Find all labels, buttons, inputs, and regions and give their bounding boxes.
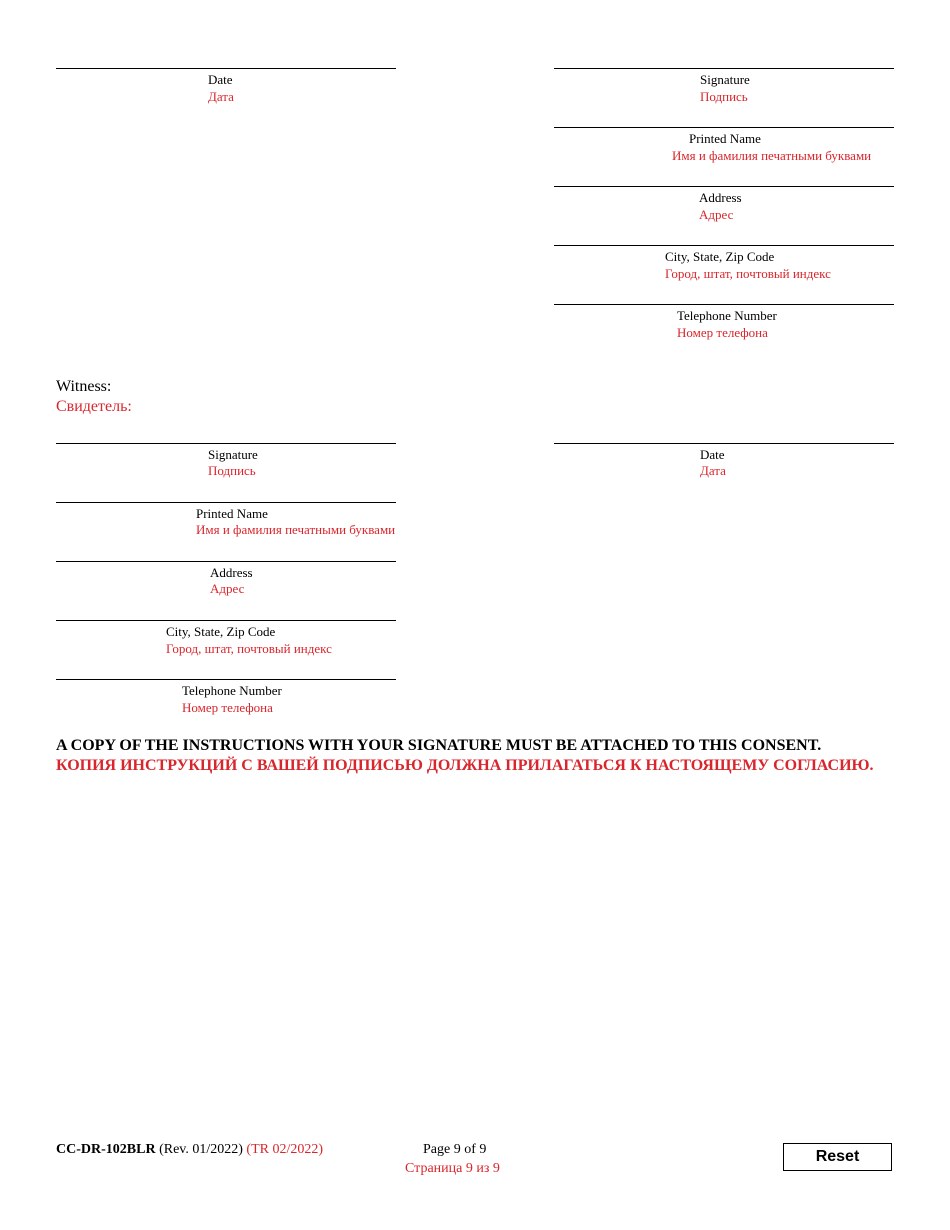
form-translation-date: (TR 02/2022) bbox=[246, 1142, 324, 1157]
printed-name-label-en: Printed Name bbox=[689, 131, 761, 146]
witness-heading-ru: Свидетель: bbox=[56, 398, 132, 415]
signature-label-ru: Подпись bbox=[700, 89, 748, 104]
instructions-notice-en: A COPY OF THE INSTRUCTIONS WITH YOUR SIGNATURE MUST BE ATTACHED TO THIS CONSENT. bbox=[56, 737, 822, 754]
city-state-zip-label-en: City, State, Zip Code bbox=[665, 249, 775, 264]
city-state-zip-label-ru: Город, штат, почтовый индекс bbox=[665, 266, 831, 281]
witness-printed-name-label-en: Printed Name bbox=[196, 506, 268, 521]
witness-address-line bbox=[56, 561, 396, 562]
witness-signature-label-ru: Подпись bbox=[208, 463, 256, 478]
city-state-zip-line bbox=[554, 245, 894, 246]
printed-name-label-ru: Имя и фамилия печатными буквами bbox=[672, 148, 872, 163]
date-label-en: Date bbox=[208, 72, 233, 87]
witness-city-state-zip-label-en: City, State, Zip Code bbox=[166, 624, 276, 639]
witness-printed-name-label-ru: Имя и фамилия печатными буквами bbox=[196, 522, 396, 537]
witness-telephone-label-ru: Номер телефона bbox=[182, 700, 273, 715]
page-number-en: Page 9 of 9 bbox=[423, 1142, 487, 1157]
signature-line bbox=[554, 68, 894, 69]
witness-date-label-ru: Дата bbox=[700, 463, 726, 478]
witness-date-label-en: Date bbox=[700, 447, 725, 462]
date-line bbox=[56, 68, 396, 69]
date-label-ru: Дата bbox=[208, 89, 234, 104]
instructions-notice bbox=[56, 736, 896, 776]
form-identifier bbox=[56, 1141, 323, 1159]
telephone-label-ru: Номер телефона bbox=[677, 325, 768, 340]
signature-label-en: Signature bbox=[700, 72, 750, 87]
witness-date-line bbox=[554, 443, 894, 444]
address-label-en: Address bbox=[699, 190, 742, 205]
address-line bbox=[554, 186, 894, 187]
witness-printed-name-line bbox=[56, 502, 396, 503]
instructions-notice-ru: КОПИЯ ИНСТРУКЦИЙ С ВАШЕЙ ПОДПИСЬЮ ДОЛЖНА ПРИЛАГАТЬСЯ К НАСТОЯЩЕМУ СОГЛАСИЮ. bbox=[56, 757, 874, 774]
witness-signature-label-en: Signature bbox=[208, 447, 258, 462]
witness-address-label-en: Address bbox=[210, 565, 253, 580]
telephone-line bbox=[554, 304, 894, 305]
witness-heading-en: Witness: bbox=[56, 378, 112, 395]
witness-address-label-ru: Адрес bbox=[210, 581, 245, 596]
address-label-ru: Адрес bbox=[699, 207, 734, 222]
reset-button[interactable]: Reset bbox=[783, 1143, 892, 1171]
witness-telephone-label-en: Telephone Number bbox=[182, 683, 282, 698]
witness-city-state-zip-line bbox=[56, 620, 396, 621]
form-id: CC-DR-102BLR bbox=[56, 1142, 156, 1157]
witness-signature-line bbox=[56, 443, 396, 444]
witness-telephone-line bbox=[56, 679, 396, 680]
page-number-ru: Страница 9 из 9 bbox=[405, 1161, 500, 1176]
printed-name-line bbox=[554, 127, 894, 128]
form-revision: (Rev. 01/2022) bbox=[159, 1142, 243, 1157]
witness-city-state-zip-label-ru: Город, штат, почтовый индекс bbox=[166, 641, 332, 656]
telephone-label-en: Telephone Number bbox=[677, 308, 777, 323]
